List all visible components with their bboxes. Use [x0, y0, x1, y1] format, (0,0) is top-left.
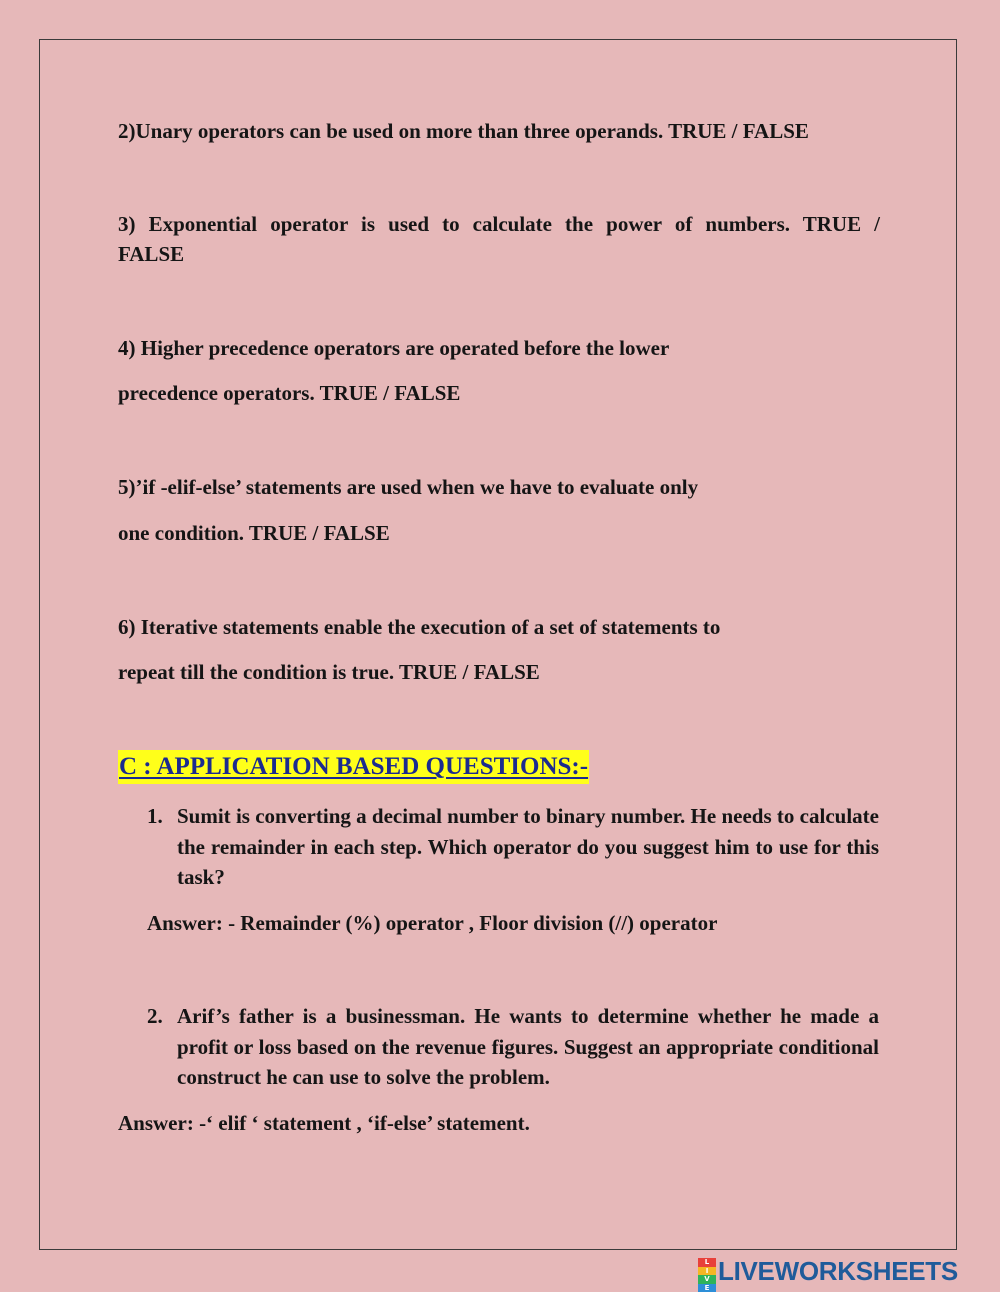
statement-2: 2)Unary operators can be used on more than three operands. TRUE / FALSE: [118, 119, 809, 143]
liveworksheets-logo: [698, 1256, 958, 1292]
statement-4-line-1: 4) Higher precedence operators are operated before the lower: [118, 336, 670, 360]
logo-block-e: E: [698, 1284, 716, 1292]
section-c-heading: C : APPLICATION BASED QUESTIONS:-: [118, 750, 589, 784]
statement-4-line-2: precedence operators. TRUE / FALSE: [118, 381, 461, 405]
liveworksheets-logo-text: LIVEWORKSHEETS: [718, 1256, 958, 1286]
question-1-answer: Answer: - Remainder (%) operator , Floor division (//) operator: [147, 911, 718, 935]
question-2-text: Arif’s father is a businessman. He wants to determine whether he made a profit or loss based on the revenue figures. Suggest an appropriate conditional construct he can use to solve the problem.: [177, 1004, 879, 1089]
question-2-number: 2.: [147, 1004, 163, 1028]
statement-6-line-2: repeat till the condition is true. TRUE / FALSE: [118, 660, 540, 684]
statement-3-line-2: FALSE: [118, 242, 185, 266]
logo-block-l: L: [698, 1258, 716, 1267]
question-1-number: 1.: [147, 804, 163, 828]
logo-block-i: I: [698, 1267, 716, 1276]
liveworksheets-logo-icon: [698, 1258, 716, 1292]
logo-block-v: V: [698, 1275, 716, 1284]
statement-5-line-2: one condition. TRUE / FALSE: [118, 521, 390, 545]
statement-3-line-1: 3) Exponential operator is used to calculate the power of numbers. TRUE /: [118, 212, 880, 236]
question-1-text: Sumit is converting a decimal number to binary number. He needs to calculate the remainder in each step. Which operator do you suggest him to use for this task?: [177, 804, 879, 889]
statement-5-line-1: 5)’if -elif-else’ statements are used when we have to evaluate only: [118, 475, 699, 499]
question-2-answer: Answer: -‘ elif ‘ statement , ‘if-else’ statement.: [118, 1111, 530, 1135]
statement-6-line-1: 6) Iterative statements enable the execution of a set of statements to: [118, 615, 721, 639]
